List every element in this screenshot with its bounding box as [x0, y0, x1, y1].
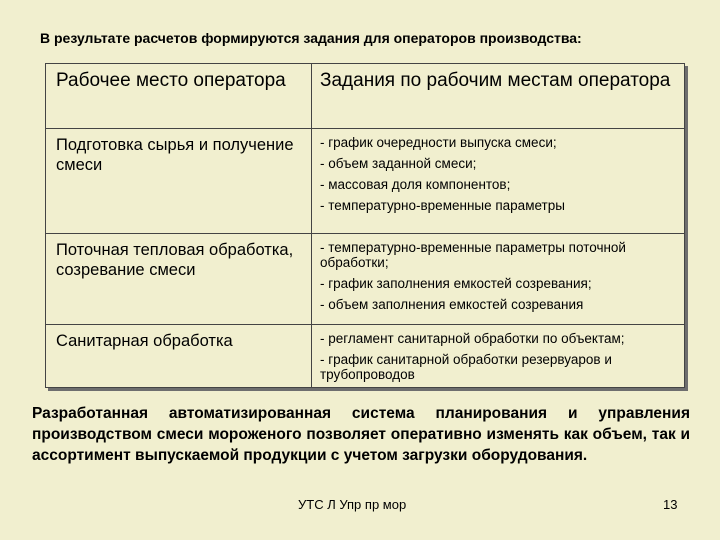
header-tasks: Задания по рабочим местам оператора	[312, 64, 685, 129]
workplace-cell: Подготовка сырья и получение смеси	[46, 129, 312, 234]
workplace-cell: Поточная тепловая обработка, созревание смеси	[46, 234, 312, 325]
table-row	[46, 234, 685, 325]
task-item: - регламент санитарной обработки по объектам;	[320, 331, 625, 346]
footer-text: УТС Л Упр пр мор	[298, 497, 407, 512]
task-item: - объем заполнения емкостей созревания	[320, 297, 584, 312]
table-row	[46, 129, 685, 234]
table-header-row	[46, 64, 685, 129]
header-workplace: Рабочее место оператора	[46, 64, 312, 129]
task-item: - график санитарной обработки резервуаров и трубопроводов	[320, 352, 612, 382]
task-item: - объем заданной смеси;	[320, 156, 477, 171]
task-item: - температурно-временные параметры поточной обработки;	[320, 240, 626, 270]
table-row	[46, 325, 685, 388]
tasks-cell	[312, 325, 685, 388]
tasks-cell	[312, 129, 685, 234]
tasks-cell	[312, 234, 685, 325]
workplace-cell: Санитарная обработка	[46, 325, 312, 388]
task-item: - температурно-временные параметры	[320, 198, 565, 213]
task-item: - график очередности выпуска смеси;	[320, 135, 557, 150]
tasks-table-container	[45, 63, 685, 388]
tasks-table	[45, 63, 685, 388]
task-item: - график заполнения емкостей созревания;	[320, 276, 592, 291]
summary-paragraph: Разработанная автоматизированная система планирования и управления производством смеси мороженого позволяет оперативно изменять как объем, так и ассортимент выпускаемой продукции с учетом загрузки оборудования.	[32, 405, 690, 464]
task-item: - массовая доля компонентов;	[320, 177, 511, 192]
slide-title: В результате расчетов формируются задания для операторов производства:	[40, 30, 582, 46]
page-number: 13	[663, 497, 678, 512]
